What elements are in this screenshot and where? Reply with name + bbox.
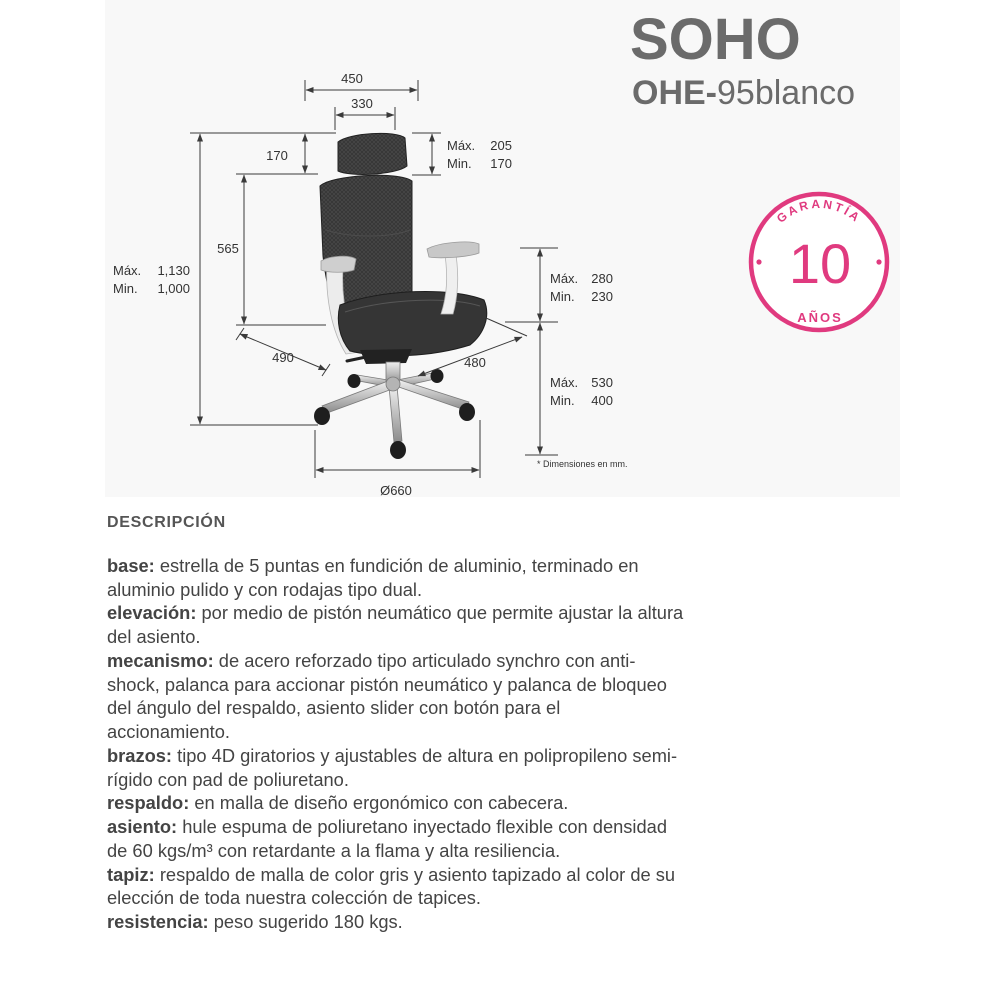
chair-armrest-support-right: [441, 255, 458, 314]
description-text: estrella de 5 puntas en fundición de aluminio, terminado en: [159, 555, 639, 576]
description-text: de 60 kgs/m³ con retardante a la flama y alta resiliencia.: [107, 839, 561, 861]
description-text: hule espuma de poliuretano inyectado flexible con densidad: [182, 816, 667, 838]
dimension-overall-width: 450: [341, 71, 363, 86]
description-line: [107, 601, 683, 625]
description-label-respaldo: respaldo:: [107, 792, 190, 814]
description-label-tapiz: tapiz:: [107, 863, 155, 885]
description-list: [107, 554, 683, 934]
dimension-backrest-width: 330: [351, 96, 373, 111]
dimension-seat-max-value: 530: [591, 375, 613, 390]
dimension-armrest-min-label: Min.: [550, 289, 575, 304]
description-line: [107, 696, 683, 720]
chair-armrest-left: [321, 256, 356, 272]
dimension-tick: [486, 318, 527, 336]
warranty-badge: [751, 194, 887, 330]
dimension-base-diameter: Ø660: [380, 483, 412, 498]
description-text: en malla de diseño ergonómico con cabecera.: [194, 792, 569, 814]
dimension-headrest-min-value: 170: [490, 156, 512, 171]
description-label-elevacion: elevación:: [107, 602, 197, 624]
warranty-badge-years: 10: [788, 232, 852, 295]
description-line: [107, 673, 683, 697]
description-line: [107, 720, 683, 744]
dimension-headrest-max-value: 205: [490, 138, 512, 153]
chair-base-leg: [389, 386, 402, 442]
description-text: shock, palanca para accionar pistón neumático y palanca de bloqueo: [107, 673, 667, 695]
warranty-badge-unit: AÑOS: [797, 310, 843, 325]
description-text: elección de toda nuestra colección de tapices.: [107, 887, 481, 909]
chair-headrest: [338, 133, 407, 174]
description-text: respaldo de malla de color gris y asiento tapizado al color de su: [159, 863, 676, 885]
description-text: del asiento.: [107, 626, 201, 648]
chair-wheel: [390, 441, 406, 459]
description-label-asiento: asiento:: [107, 816, 178, 838]
dimension-overall-height-max-value: 1,130: [157, 263, 190, 278]
product-title: SOHO: [630, 7, 801, 72]
dimension-seat-max-label: Máx.: [550, 375, 579, 390]
chair-lever: [347, 357, 366, 361]
dimension-headrest-min-label: Min.: [447, 156, 472, 171]
dimension-overall-height-min-label: Min.: [113, 281, 138, 296]
description-line: [107, 886, 683, 910]
description-text: aluminio pulido y con rodajas tipo dual.: [107, 578, 423, 600]
dimension-headrest-height: 170: [266, 148, 288, 163]
dimension-seat-depth: 490: [272, 350, 294, 365]
chair-base-leg: [393, 380, 469, 410]
description-label-base: base:: [107, 555, 155, 576]
description-line: [107, 768, 683, 792]
model-code-suffix: 95blanco: [717, 74, 856, 112]
dimension-armrest-min-value: 230: [591, 289, 613, 304]
dimension-seat-min-label: Min.: [550, 393, 575, 408]
description-line: [107, 815, 683, 839]
model-code-prefix: OHE-: [632, 74, 717, 112]
product-model-code: [632, 76, 855, 110]
description-text: tipo 4D giratorios y ajustables de altura en polipropileno semi-: [177, 744, 678, 766]
dimension-overall-height-max-label: Máx.: [113, 263, 142, 278]
chair-wheel: [348, 374, 361, 388]
description-line: [107, 863, 683, 887]
dimension-seat-width: 480: [464, 355, 486, 370]
description-line: [107, 744, 683, 768]
dimension-armrest-max-value: 280: [591, 271, 613, 286]
description-label-resistencia: resistencia:: [107, 911, 209, 933]
description-label-mecanismo: mecanismo:: [107, 649, 214, 671]
description-line: [107, 578, 683, 602]
description-line: [107, 791, 683, 815]
description-text: por medio de pistón neumático que permite ajustar la altura: [201, 602, 684, 624]
chair-base-hub: [386, 377, 400, 391]
description-line: [107, 554, 683, 578]
chair-wheel: [314, 407, 330, 425]
warranty-badge-dot-right: [876, 259, 881, 264]
chair-wheel: [459, 403, 475, 421]
description-text: accionamiento.: [107, 721, 230, 743]
description-label-brazos: brazos:: [107, 744, 173, 766]
description-text: del ángulo del respaldo, asiento slider con botón para el: [107, 697, 561, 719]
dimension-armrest-max-label: Máx.: [550, 271, 579, 286]
description-line: [107, 910, 683, 934]
warranty-badge-arc-label: GARANTÍA: [773, 196, 865, 226]
dimension-overall-height-min-value: 1,000: [157, 281, 190, 296]
description-line: [107, 625, 683, 649]
description-line: [107, 649, 683, 673]
warranty-badge-dot-left: [756, 259, 761, 264]
description-heading: DESCRIPCIÓN: [107, 514, 226, 531]
description-line: [107, 839, 683, 863]
dimension-headrest-max-label: Máx.: [447, 138, 476, 153]
chair-illustration: [314, 133, 487, 459]
dimension-units-note: * Dimensiones en mm.: [537, 459, 628, 469]
dimension-seat-min-value: 400: [591, 393, 613, 408]
dimension-backrest-height: 565: [217, 241, 239, 256]
description-text: rígido con pad de poliuretano.: [107, 768, 349, 790]
chair-armrest-right: [427, 242, 479, 258]
description-text: de acero reforzado tipo articulado synchro con anti-: [218, 649, 636, 671]
description-text: peso sugerido 180 kgs.: [213, 911, 403, 933]
